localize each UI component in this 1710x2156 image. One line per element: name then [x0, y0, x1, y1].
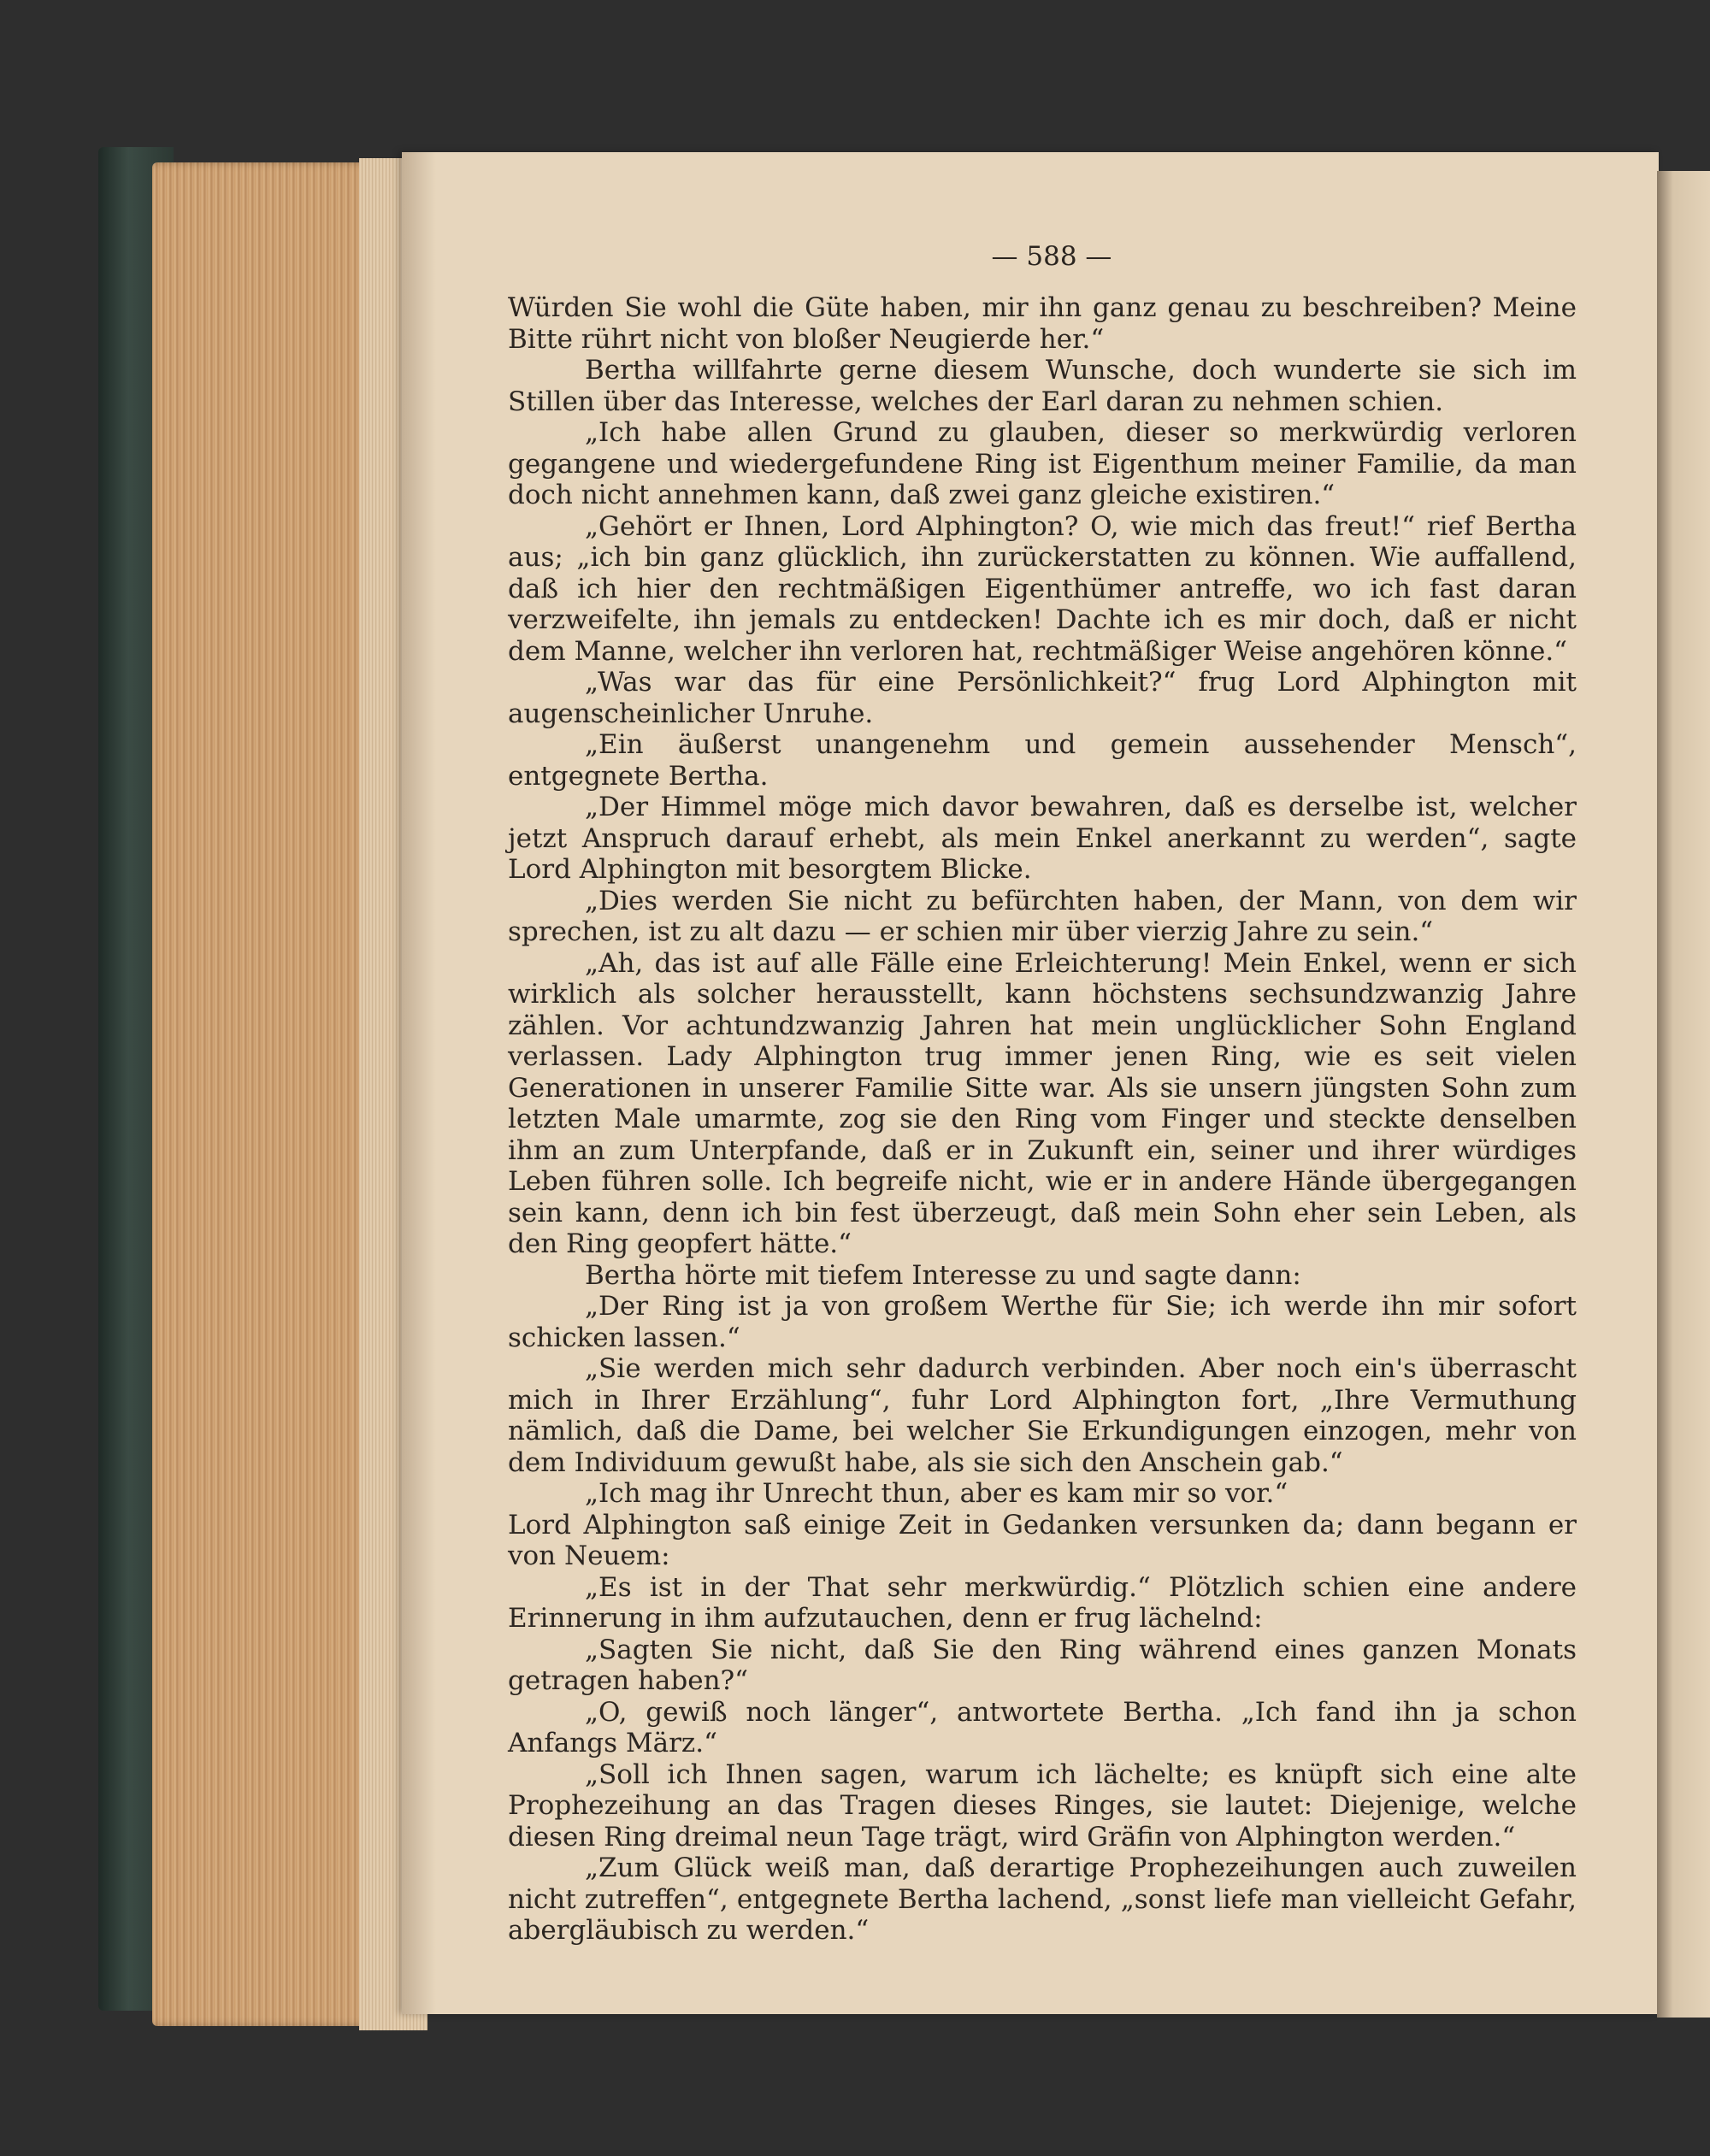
paragraph: „Was war das für eine Persönlichkeit?“ frug Lord Alphington mit augenscheinlicher Unruhe. — [508, 667, 1577, 729]
paragraph: „Sagten Sie nicht, daß Sie den Ring während eines ganzen Monats getragen haben?“ — [508, 1634, 1577, 1696]
paragraph: Lord Alphington saß einige Zeit in Gedanken versunken da; dann begann er von Neuem: — [508, 1509, 1577, 1571]
paragraph: „Ein äußerst unangenehm und gemein aussehender Mensch“, entgegnete Bertha. — [508, 729, 1577, 792]
paragraph: „Ich mag ihr Unrecht thun, aber es kam mir so vor.“ — [585, 1478, 1288, 1509]
body-text — [508, 292, 1577, 1947]
page-number: — 588 — — [991, 241, 1112, 272]
paragraph: „O, gewiß noch länger“, antwortete Bertha. „Ich fand ihn ja schon Anfangs März.“ — [508, 1696, 1577, 1758]
paragraph: „Ah, das ist auf alle Fälle eine Erleichterung! Mein Enkel, wenn er sich wirklich als solcher herausstellt, kann höchstens sechsundzwanzig Jahre zählen. Vor achtundzwanzig Jahren hat mein unglücklicher Sohn England verlassen. Lady Alphington trug immer jenen Ring, wie es seit vielen Generationen in unserer Familie Sitte war. Als sie unsern jüngsten Sohn zum letzten Male umarmte, zog sie den Ring vom Finger und steckte denselben ihm an zum Unterpfande, daß er in Zukunft ein, seiner und ihrer würdiges Leben führen solle. Ich begreife nicht, wie er in andere Hände übergegangen sein kann, denn ich bin fest überzeugt, daß mein Sohn eher sein Leben, als den Ring geopfert hätte.“ — [508, 947, 1577, 1259]
paragraph: Würden Sie wohl die Güte haben, mir ihn ganz genau zu beschreiben? Meine Bitte rührt nicht von bloßer Neugierde her.“ — [508, 292, 1577, 355]
paragraph: Bertha willfahrte gerne diesem Wunsche, doch wunderte sie sich im Stillen über das Interesse, welches der Earl daran zu nehmen schien. — [508, 355, 1577, 417]
paragraph: Bertha hörte mit tiefem Interesse zu und sagte dann: — [585, 1259, 1301, 1291]
paragraph: „Sie werden mich sehr dadurch verbinden. Aber noch ein's überrascht mich in Ihrer Erzählung“, fuhr Lord Alphington fort, „Ihre Vermuthung nämlich, daß die Dame, bei welcher Sie Erkundigungen einzogen, mehr von dem Individuum gewußt habe, als sie sich den Anschein gab.“ — [508, 1353, 1577, 1478]
paragraph: „Soll ich Ihnen sagen, warum ich lächelte; es knüpft sich eine alte Prophezeihung an das Tragen dieses Ringes, sie lautet: Diejenige, welche diesen Ring dreimal neun Tage trägt, wird Gräfin von Alphington werden.“ — [508, 1758, 1577, 1853]
paragraph: „Ich habe allen Grund zu glauben, dieser so merkwürdig verloren gegangene und wiedergefundene Ring ist Eigenthum meiner Familie, da man doch nicht annehmen kann, daß zwei ganz gleiche existiren.“ — [508, 417, 1577, 510]
paragraph: „Es ist in der That sehr merkwürdig.“ Plötzlich schien eine andere Erinnerung in ihm aufzutauchen, denn er frug lächelnd: — [508, 1571, 1577, 1634]
paragraph: „Dies werden Sie nicht zu befürchten haben, der Mann, von dem wir sprechen, ist zu alt dazu — er schien mir über vierzig Jahre zu sein.“ — [508, 885, 1577, 947]
paragraph: „Der Ring ist ja von großem Werthe für Sie; ich werde ihn mir sofort schicken lassen.“ — [508, 1291, 1577, 1353]
paragraph: „Zum Glück weiß man, daß derartige Prophezeihungen auch zuweilen nicht zutreffen“, entgegnete Bertha lachend, „sonst liefe man vielleicht Gefahr, abergläubisch zu werden.“ — [508, 1853, 1577, 1946]
gutter-shadow — [402, 152, 436, 2014]
paragraph: „Gehört er Ihnen, Lord Alphington? O, wie mich das freut!“ rief Bertha aus; „ich bin ganz glücklich, ihn zurückerstatten zu können. Wie auffallend, daß ich hier den rechtmäßigen Eigenthümer antreffe, wo ich fast daran verzweifelte, ihn jemals zu entdecken! Dachte ich es mir doch, daß er nicht dem Manne, welcher ihn verloren hat, rechtmäßiger Weise angehören könne.“ — [508, 510, 1577, 667]
next-page-edge — [1657, 171, 1710, 2018]
paragraph: „Der Himmel möge mich davor bewahren, daß es derselbe ist, welcher jetzt Anspruch darauf erhebt, als mein Enkel anerkannt zu werden“, sagte Lord Alphington mit besorgtem Blicke. — [508, 792, 1577, 885]
